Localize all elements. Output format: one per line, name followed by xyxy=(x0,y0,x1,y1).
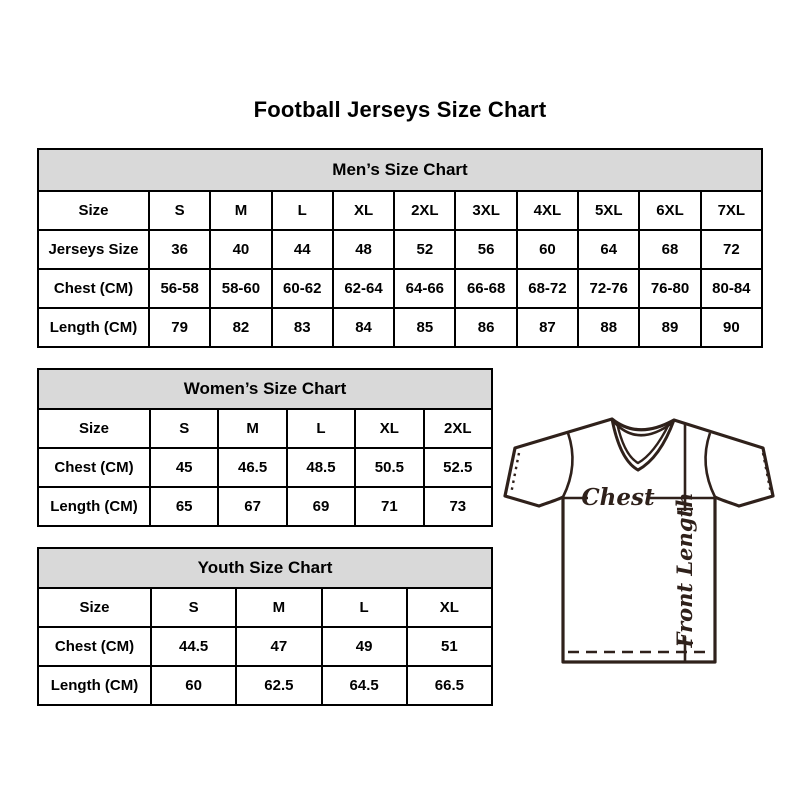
jersey-measurement-diagram xyxy=(502,402,780,670)
column-header: 7XL xyxy=(701,191,762,230)
row-label: Size xyxy=(38,409,150,448)
youth-size-chart-row-0 xyxy=(38,588,492,627)
column-header: 5XL xyxy=(578,191,639,230)
cell-value: 79 xyxy=(149,308,210,347)
cell-value: 48 xyxy=(333,230,394,269)
page-title: Football Jerseys Size Chart xyxy=(253,97,547,122)
cell-value: 48.5 xyxy=(287,448,355,487)
row-label: Length (CM) xyxy=(38,666,151,705)
cell-value: 60-62 xyxy=(272,269,333,308)
cell-value: 86 xyxy=(455,308,516,347)
jersey-outline xyxy=(505,419,773,662)
womens-size-chart-title-row xyxy=(38,369,492,409)
cell-value: 88 xyxy=(578,308,639,347)
cell-value: 64.5 xyxy=(322,666,407,705)
cell-value: 50.5 xyxy=(355,448,423,487)
youth-size-chart-row-1 xyxy=(38,627,492,666)
cell-value: 68-72 xyxy=(517,269,578,308)
mens-size-chart-row-2 xyxy=(38,269,762,308)
cell-value: 68 xyxy=(639,230,700,269)
mens-size-chart-title-row xyxy=(38,149,762,191)
cell-value: 84 xyxy=(333,308,394,347)
cell-value: 49 xyxy=(322,627,407,666)
mens-size-chart-row-1 xyxy=(38,230,762,269)
youth-size-chart-table xyxy=(37,547,493,706)
cell-value: 89 xyxy=(639,308,700,347)
mens-size-chart-table xyxy=(37,148,763,348)
column-header: L xyxy=(287,409,355,448)
column-header: M xyxy=(210,191,271,230)
cell-value: 72 xyxy=(701,230,762,269)
womens-size-chart-table xyxy=(37,368,493,527)
row-label: Chest (CM) xyxy=(38,627,151,666)
cell-value: 69 xyxy=(287,487,355,526)
column-header: S xyxy=(150,409,218,448)
column-header: 2XL xyxy=(394,191,455,230)
womens-size-chart-title: Women’s Size Chart xyxy=(38,369,492,409)
cell-value: 47 xyxy=(236,627,321,666)
womens-size-chart-row-1 xyxy=(38,448,492,487)
womens-size-chart-row-0 xyxy=(38,409,492,448)
cell-value: 67 xyxy=(218,487,286,526)
cell-value: 64 xyxy=(578,230,639,269)
cell-value: 72-76 xyxy=(578,269,639,308)
cell-value: 62.5 xyxy=(236,666,321,705)
column-header: L xyxy=(272,191,333,230)
column-header: XL xyxy=(333,191,394,230)
row-label: Length (CM) xyxy=(38,487,150,526)
cell-value: 44 xyxy=(272,230,333,269)
cell-value: 44.5 xyxy=(151,627,236,666)
column-header: M xyxy=(218,409,286,448)
cell-value: 66.5 xyxy=(407,666,492,705)
youth-size-chart-row-2 xyxy=(38,666,492,705)
column-header: 4XL xyxy=(517,191,578,230)
cell-value: 56-58 xyxy=(149,269,210,308)
column-header: XL xyxy=(407,588,492,627)
column-header: S xyxy=(149,191,210,230)
cell-value: 66-68 xyxy=(455,269,516,308)
cell-value: 52.5 xyxy=(424,448,492,487)
row-label: Chest (CM) xyxy=(38,448,150,487)
front-length-label: Front Length xyxy=(672,492,697,648)
cell-value: 56 xyxy=(455,230,516,269)
cell-value: 87 xyxy=(517,308,578,347)
column-header: S xyxy=(151,588,236,627)
cell-value: 73 xyxy=(424,487,492,526)
cell-value: 46.5 xyxy=(218,448,286,487)
mens-size-chart-row-3 xyxy=(38,308,762,347)
row-label: Chest (CM) xyxy=(38,269,149,308)
womens-size-chart-row-2 xyxy=(38,487,492,526)
cell-value: 65 xyxy=(150,487,218,526)
cell-value: 90 xyxy=(701,308,762,347)
column-header: L xyxy=(322,588,407,627)
cell-value: 60 xyxy=(517,230,578,269)
column-header: XL xyxy=(355,409,423,448)
column-header: M xyxy=(236,588,321,627)
row-label: Size xyxy=(38,588,151,627)
cell-value: 45 xyxy=(150,448,218,487)
cell-value: 76-80 xyxy=(639,269,700,308)
cell-value: 51 xyxy=(407,627,492,666)
column-header: 3XL xyxy=(455,191,516,230)
cell-value: 71 xyxy=(355,487,423,526)
cell-value: 64-66 xyxy=(394,269,455,308)
column-header: 6XL xyxy=(639,191,700,230)
cell-value: 36 xyxy=(149,230,210,269)
cell-value: 52 xyxy=(394,230,455,269)
cell-value: 62-64 xyxy=(333,269,394,308)
youth-size-chart-title-row xyxy=(38,548,492,588)
mens-size-chart-row-0 xyxy=(38,191,762,230)
row-label: Length (CM) xyxy=(38,308,149,347)
cell-value: 85 xyxy=(394,308,455,347)
cell-value: 40 xyxy=(210,230,271,269)
mens-size-chart-title: Men’s Size Chart xyxy=(38,149,762,191)
cell-value: 58-60 xyxy=(210,269,271,308)
column-header: 2XL xyxy=(424,409,492,448)
cell-value: 82 xyxy=(210,308,271,347)
youth-size-chart-title: Youth Size Chart xyxy=(38,548,492,588)
row-label: Jerseys Size xyxy=(38,230,149,269)
row-label: Size xyxy=(38,191,149,230)
chest-label: Chest xyxy=(581,484,655,511)
cell-value: 83 xyxy=(272,308,333,347)
cell-value: 80-84 xyxy=(701,269,762,308)
jersey-diagram-svg xyxy=(502,402,780,670)
cell-value: 60 xyxy=(151,666,236,705)
